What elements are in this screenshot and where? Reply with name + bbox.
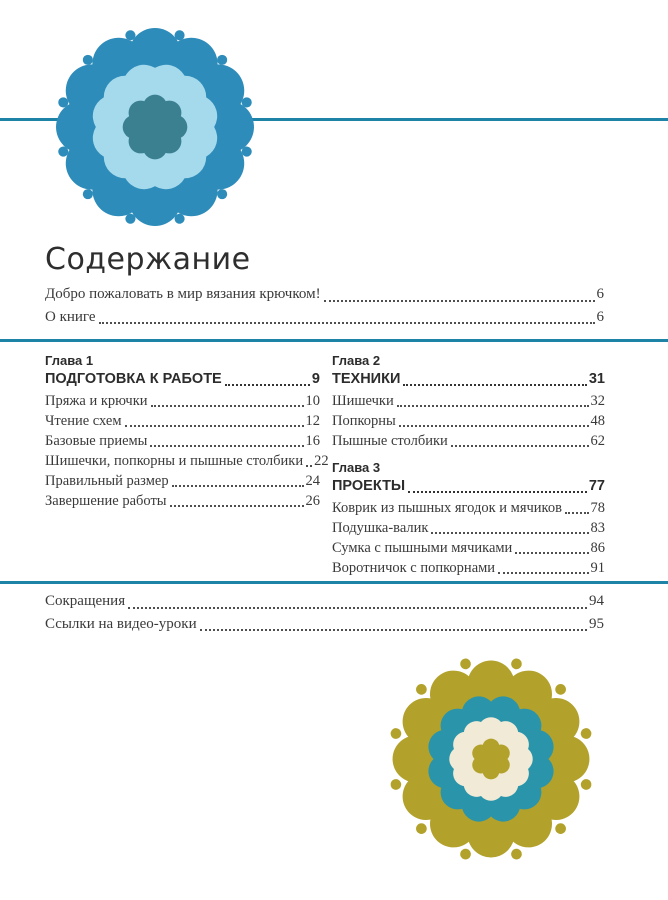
toc-row	[45, 590, 604, 613]
chapter-items	[45, 391, 329, 511]
chapter-title-row	[332, 476, 605, 496]
divider-middle	[0, 339, 668, 342]
page-number: 10	[305, 393, 320, 409]
dot-leader	[399, 425, 589, 427]
toc-label: Правильный размер	[45, 473, 169, 489]
toc-row	[332, 558, 605, 578]
chapter-title-row	[45, 369, 320, 389]
intro-toc-list	[45, 283, 604, 328]
toc-label: Сокращения	[45, 593, 126, 609]
divider-bottom	[0, 581, 668, 584]
dot-leader	[565, 512, 589, 514]
chapter-section-1	[45, 352, 329, 511]
toc-row	[45, 411, 320, 431]
page-number: 32	[590, 393, 605, 409]
chapter-section-2	[332, 352, 605, 451]
chapter-title: ТЕХНИКИ	[332, 371, 401, 387]
toc-row	[332, 431, 605, 451]
dot-leader	[403, 384, 586, 386]
toc-label: Пышные столбики	[332, 433, 448, 449]
dot-leader	[200, 629, 587, 631]
dot-leader	[408, 491, 587, 493]
page-number: 6	[596, 286, 604, 302]
page-number: 86	[590, 540, 605, 556]
toc-row	[45, 306, 604, 329]
page-number: 48	[590, 413, 605, 429]
toc-column-left	[45, 352, 332, 578]
toc-label: Сумка с пышными мячиками	[332, 540, 513, 556]
toc-label: Ссылки на видео-уроки	[45, 615, 197, 632]
chapter-items	[332, 498, 605, 578]
page-number: 12	[305, 413, 320, 429]
toc-columns	[45, 352, 605, 578]
page-number: 83	[590, 520, 605, 536]
chapter-label: Глава 3	[332, 460, 381, 475]
page-number: 16	[305, 433, 320, 449]
toc-label: Коврик из пышных ягодок и мячиков	[332, 500, 562, 516]
crochet-flower-blue-photo	[54, 26, 256, 228]
chapter-label: Глава 2	[332, 353, 381, 368]
toc-row	[45, 283, 604, 306]
page-number: 6	[596, 308, 604, 325]
toc-row	[45, 391, 320, 411]
toc-label: Базовые приемы	[45, 433, 148, 449]
toc-row	[45, 491, 320, 511]
toc-row	[45, 613, 604, 636]
toc-row	[45, 471, 320, 491]
toc-row	[332, 518, 605, 538]
page-number: 22	[314, 453, 329, 469]
toc-row	[332, 538, 605, 558]
toc-row	[332, 411, 605, 431]
toc-label: Подушка-валик	[332, 520, 429, 536]
chapter-section-3	[332, 459, 605, 578]
toc-label: О книге	[45, 308, 96, 325]
page-number: 26	[305, 493, 320, 509]
page-number: 91	[590, 560, 605, 576]
page-title: Содержание	[45, 242, 251, 277]
dot-leader	[225, 384, 310, 386]
footer-toc-list	[45, 590, 604, 635]
dot-leader	[128, 607, 587, 609]
chapter-title-row	[332, 369, 605, 389]
toc-row	[45, 431, 320, 451]
page-number: 62	[590, 433, 605, 449]
toc-label: Шишечки, попкорны и пышные столбики	[45, 453, 304, 469]
toc-label: Завершение работы	[45, 493, 167, 509]
toc-label: Попкорны	[332, 413, 396, 429]
page-number: 9	[311, 371, 320, 387]
dot-leader	[324, 300, 595, 302]
toc-label: Чтение схем	[45, 413, 122, 429]
chapter-label: Глава 1	[45, 353, 94, 368]
toc-label: Воротничок с попкорнами	[332, 560, 496, 576]
toc-column-right	[332, 352, 605, 578]
chapter-title: ПРОЕКТЫ	[332, 478, 406, 494]
dot-leader	[498, 572, 588, 574]
toc-row	[45, 451, 329, 471]
page-number: 94	[589, 593, 604, 609]
page-number: 95	[589, 615, 604, 632]
toc-label: Добро пожаловать в мир вязания крючком!	[45, 286, 321, 302]
chapter-title: ПОДГОТОВКА К РАБОТЕ	[45, 371, 222, 387]
dot-leader	[306, 465, 312, 467]
page-number: 31	[588, 371, 605, 387]
flower-center-star	[123, 95, 188, 160]
dot-leader	[125, 425, 304, 427]
crochet-flower-mustard-photo	[384, 652, 598, 866]
page-number: 78	[590, 500, 605, 516]
page-number: 24	[305, 473, 320, 489]
toc-label: Шишечки	[332, 393, 394, 409]
toc-row	[332, 498, 605, 518]
dot-leader	[451, 445, 589, 447]
dot-leader	[151, 405, 304, 407]
page-number: 77	[588, 478, 605, 494]
dot-leader	[172, 485, 304, 487]
toc-label: Пряжа и крючки	[45, 393, 148, 409]
dot-leader	[99, 322, 595, 324]
dot-leader	[515, 552, 588, 554]
toc-row	[332, 391, 605, 411]
dot-leader	[397, 405, 589, 407]
dot-leader	[170, 505, 304, 507]
dot-leader	[431, 532, 588, 534]
chapter-items	[332, 391, 605, 451]
dot-leader	[150, 445, 303, 447]
